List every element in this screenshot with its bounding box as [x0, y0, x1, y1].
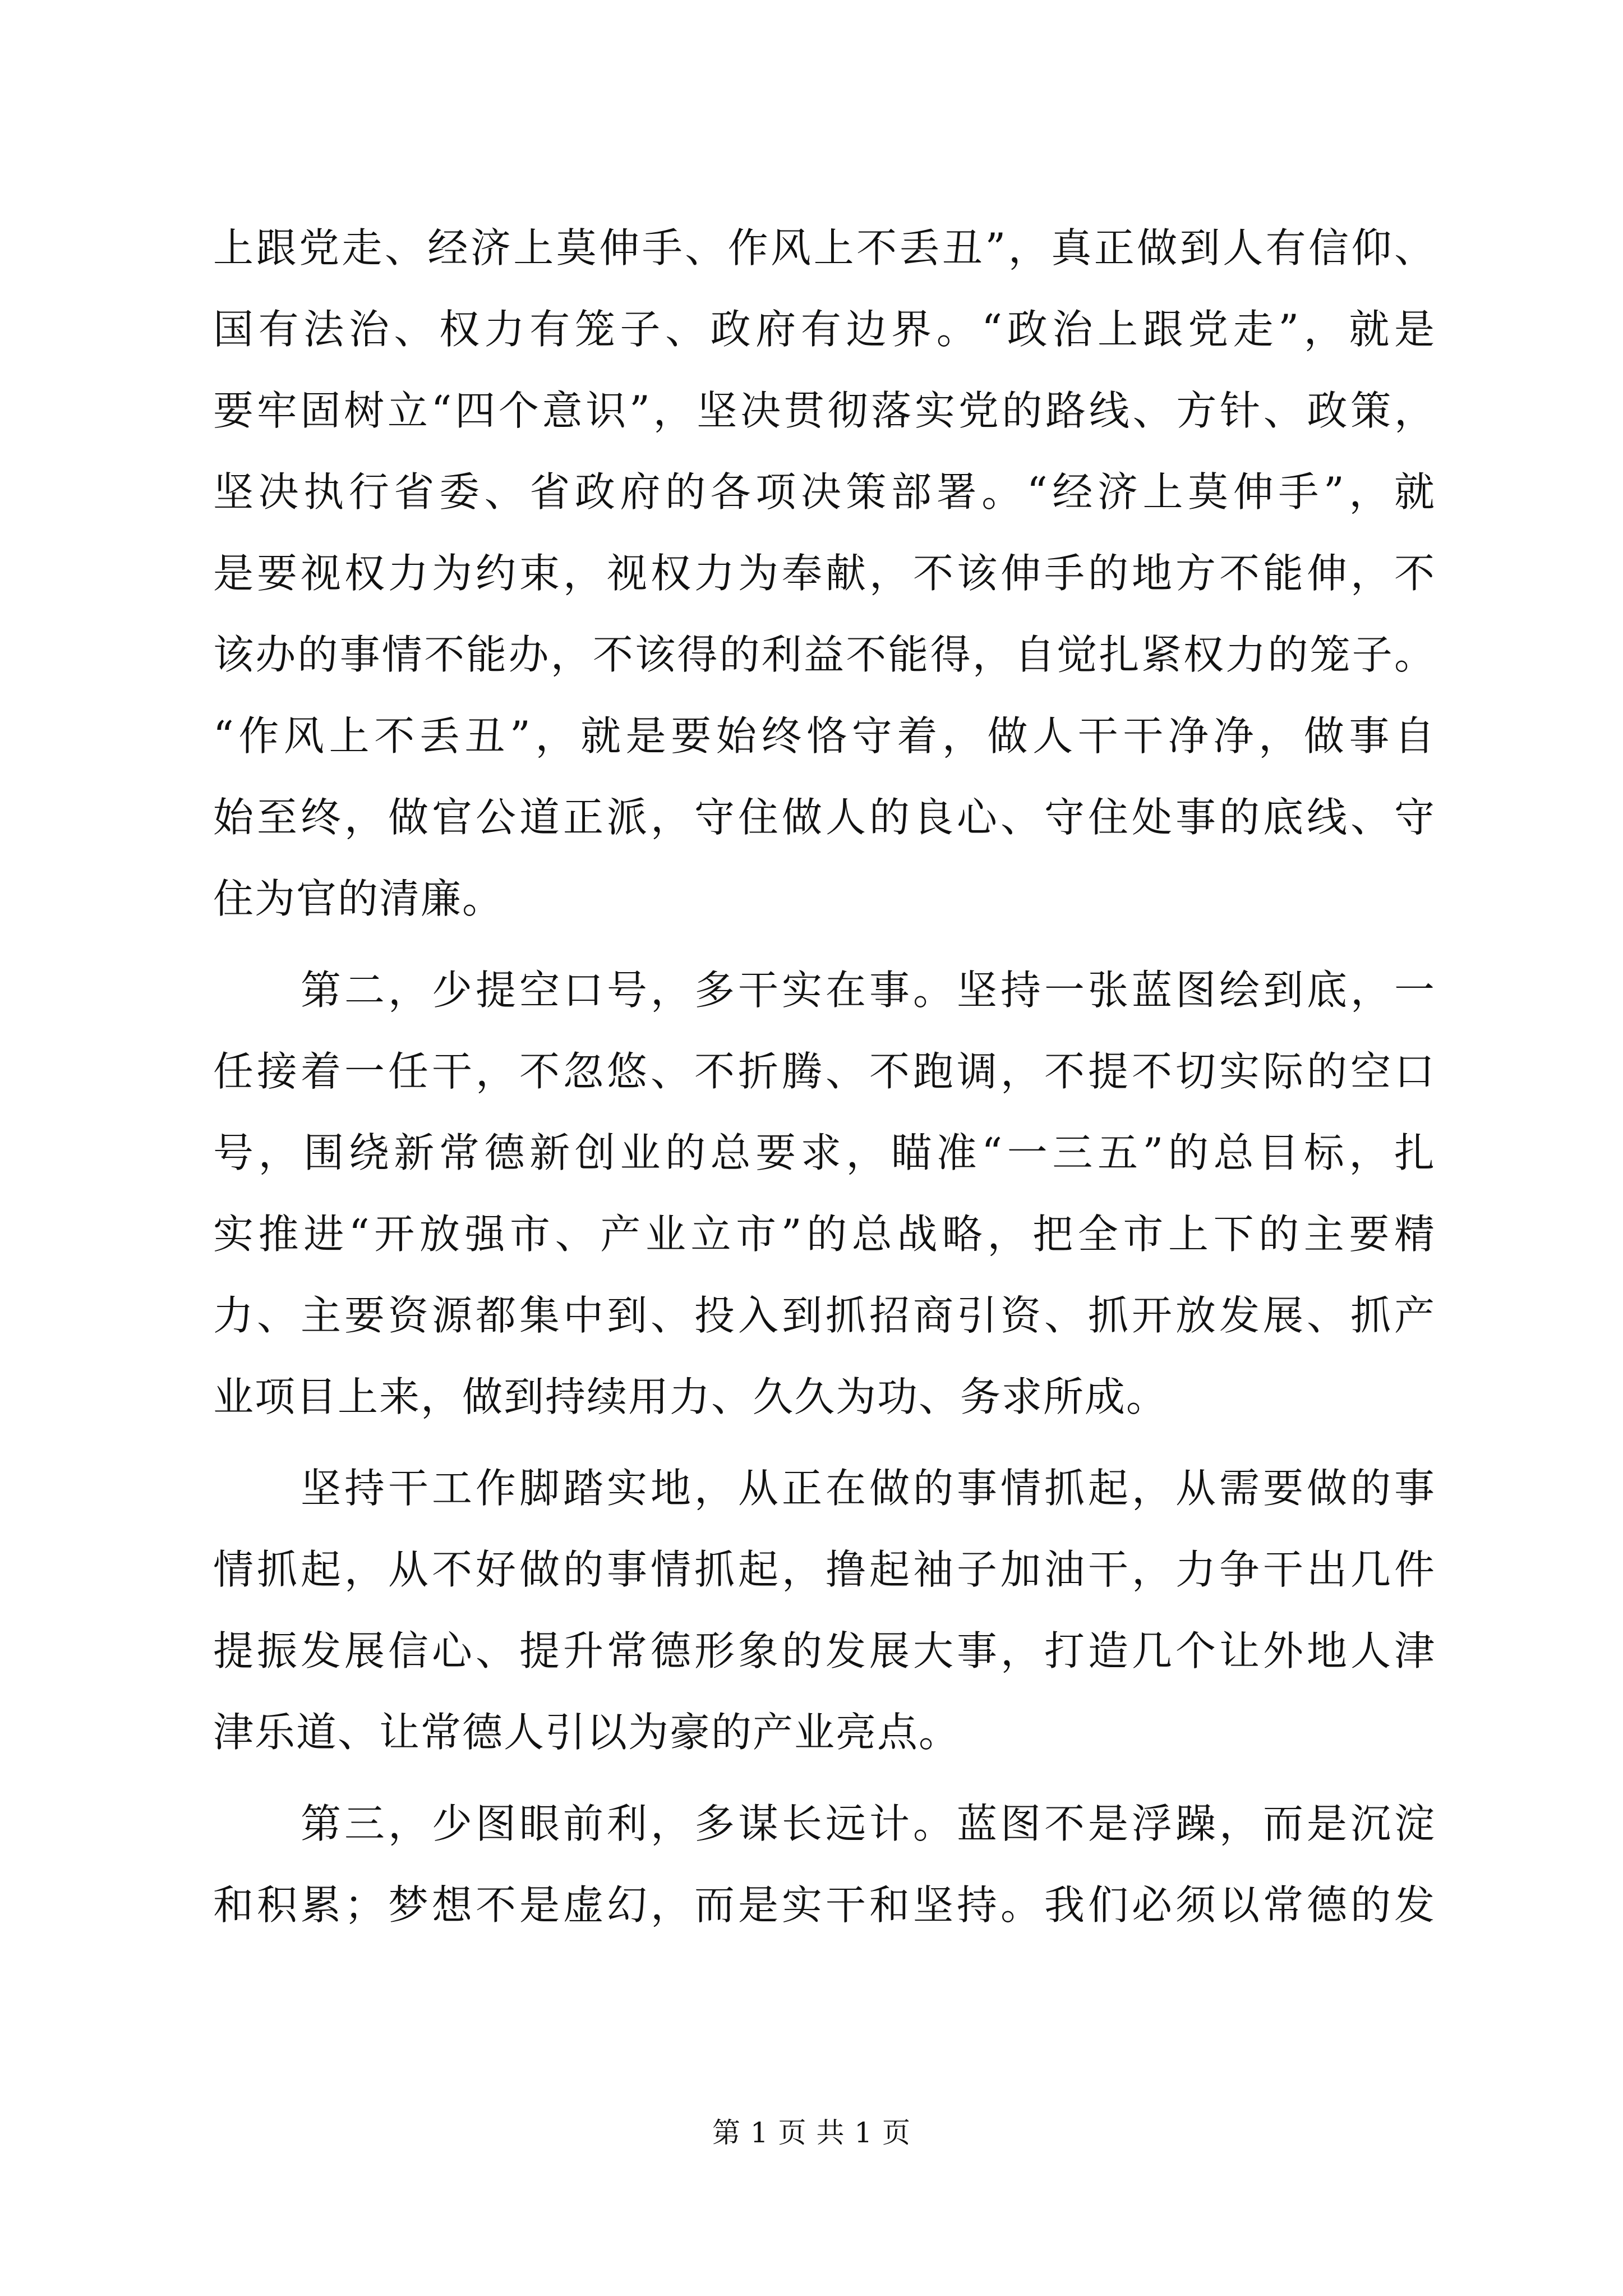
- page-number-footer: 第 1 页 共 1 页: [712, 2116, 911, 2149]
- paragraph-1: [213, 208, 1436, 940]
- text-line: “作风上不丢丑”，就是要始终恪守着，做人干干净净，做事自: [213, 712, 1436, 760]
- text-line: 津乐道、让常德人引以为豪的产业亮点。: [213, 1709, 961, 1756]
- paragraph-3: [213, 1448, 1436, 1773]
- text-line: 实推进“开放强市、产业立市”的总战略，把全市上下的主要精: [213, 1211, 1436, 1258]
- text-line: 住为官的清廉。: [213, 875, 504, 922]
- text-line: 力、主要资源都集中到、投入到抓招商引资、抓开放发展、抓产: [213, 1292, 1436, 1339]
- text-line: 该办的事情不能办，不该得的利益不能得，自觉扎紧权力的笼子。: [213, 631, 1436, 678]
- paragraph-4: [213, 1783, 1436, 1946]
- text-line: 上跟党走、经济上莫伸手、作风上不丢丑”，真正做到人有信仰、: [213, 224, 1436, 272]
- text-line: 始至终，做官公道正派，守住做人的良心、守住处事的底线、守: [213, 794, 1436, 841]
- text-line: 提振发展信心、提升常德形象的发展大事，打造几个让外地人津: [213, 1627, 1436, 1674]
- paragraph-2: [213, 950, 1436, 1438]
- text-line: 任接着一任干，不忽悠、不折腾、不跑调，不提不切实际的空口: [213, 1048, 1436, 1095]
- text-line: 第三，少图眼前利，多谋长远计。蓝图不是浮躁，而是沉淀: [213, 1800, 1436, 1847]
- text-line: 国有法治、权力有笼子、政府有边界。“政治上跟党走”，就是: [213, 306, 1436, 353]
- text-line: 业项目上来，做到持续用力、久久为功、务求所成。: [213, 1373, 1168, 1420]
- document-body: [213, 208, 1436, 1946]
- text-line: 情抓起，从不好做的事情抓起，撸起袖子加油干，力争干出几件: [213, 1546, 1436, 1593]
- text-line: 坚决执行省委、省政府的各项决策部署。“经济上莫伸手”，就: [213, 468, 1436, 516]
- text-line: 和积累；梦想不是虚幻，而是实干和坚持。我们必须以常德的发: [213, 1881, 1436, 1929]
- paragraph-gap: [213, 1773, 1436, 1783]
- paragraph-gap: [213, 940, 1436, 950]
- paragraph-gap: [213, 1438, 1436, 1448]
- text-line: 要牢固树立“四个意识”，坚决贯彻落实党的路线、方针、政策，: [213, 387, 1436, 434]
- text-line: 号，围绕新常德新创业的总要求，瞄准“一三五”的总目标，扎: [213, 1129, 1436, 1176]
- text-line: 是要视权力为约束，视权力为奉献，不该伸手的地方不能伸，不: [213, 550, 1436, 597]
- text-line: 第二，少提空口号，多干实在事。坚持一张蓝图绘到底，一: [213, 967, 1436, 1014]
- text-line: 坚持干工作脚踏实地，从正在做的事情抓起，从需要做的事: [213, 1465, 1436, 1512]
